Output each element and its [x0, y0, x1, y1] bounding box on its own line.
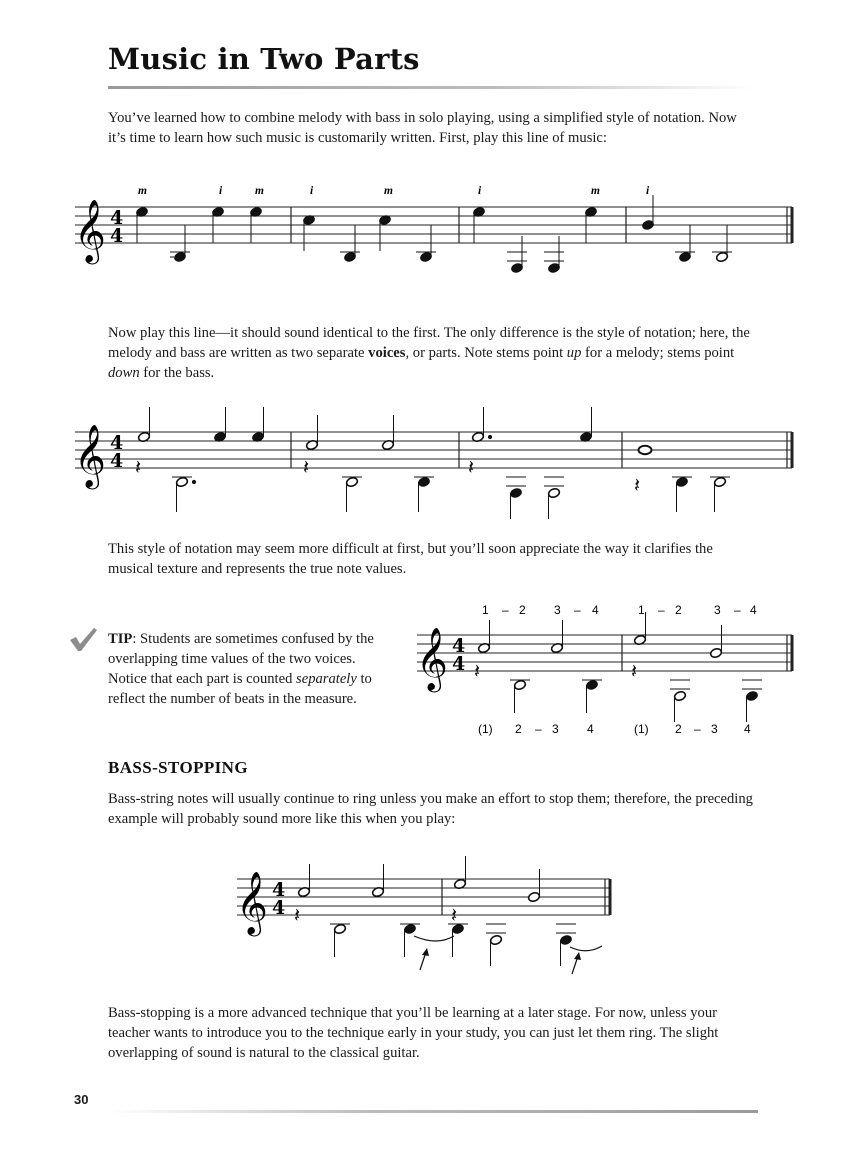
- note: [416, 225, 436, 263]
- note: [544, 236, 564, 274]
- time-signature: 4: [110, 450, 124, 472]
- count-mark: 2: [515, 722, 522, 736]
- note: [172, 476, 196, 512]
- note: [510, 679, 530, 713]
- note: [742, 680, 762, 722]
- count-mark: 3: [554, 603, 561, 617]
- count-top: [482, 603, 757, 617]
- note: [342, 476, 362, 512]
- note: [305, 415, 318, 451]
- page-number: 30: [74, 1092, 89, 1107]
- count-mark: 2: [519, 603, 526, 617]
- note: [137, 407, 150, 443]
- rest-icon: 𝄽: [468, 455, 475, 479]
- time-signature: 4: [110, 225, 124, 247]
- count-mark: 3: [552, 722, 559, 736]
- fingering-mark: i: [219, 185, 223, 197]
- note: [712, 225, 732, 263]
- count-mark: (1): [478, 722, 493, 736]
- note: [170, 225, 190, 263]
- rest-icon: 𝄽: [474, 659, 481, 683]
- note: [507, 236, 527, 274]
- arrow-icon: [420, 948, 429, 970]
- count-mark: (1): [634, 722, 649, 736]
- note: [639, 446, 652, 454]
- note: [371, 864, 384, 898]
- note: [709, 625, 722, 659]
- page-title: Music in Two Parts: [108, 42, 420, 76]
- note: [506, 477, 526, 519]
- rest-icon: 𝄽: [631, 659, 638, 683]
- note: [579, 407, 592, 443]
- fingering-row: [138, 185, 650, 197]
- note: [670, 680, 690, 722]
- count-mark: –: [502, 603, 509, 617]
- note: [302, 214, 315, 251]
- tip-text: TIP: Students are sometimes confused by the overlapping time values of the two voices. Notice that each part is counted separately to reflect the number of beats in the measure.: [108, 631, 374, 707]
- note: [400, 923, 420, 957]
- note: [633, 612, 646, 646]
- rest-icon: 𝄽: [303, 455, 310, 479]
- count-mark: 3: [714, 603, 721, 617]
- rest-icon: 𝄽: [135, 455, 142, 479]
- note: [471, 407, 491, 443]
- count-mark: 4: [750, 603, 757, 617]
- time-signature: 4: [452, 653, 466, 675]
- note: [414, 476, 434, 512]
- arrow-icon: [572, 952, 581, 974]
- note: [527, 869, 540, 903]
- note: [330, 923, 350, 957]
- fingering-mark: m: [384, 185, 393, 197]
- note: [448, 923, 468, 957]
- note: [550, 620, 563, 654]
- tip-label: TIP: [108, 631, 133, 647]
- bass-stopping-closing: Bass-stopping is a more advanced technique that you’ll be learning at a later stage. For now, unless your teacher wants to introduce you to the technique early in your study, you can just let them ring. The slight overlapping of sound is natural to the classical guitar.: [108, 1005, 719, 1061]
- count-mark: 2: [675, 722, 682, 736]
- rest-icon: 𝄽: [451, 903, 458, 927]
- count-mark: 4: [744, 722, 751, 736]
- music-example-1: [70, 175, 810, 285]
- rest-icon: 𝄽: [634, 473, 641, 497]
- note: [582, 679, 602, 713]
- count-mark: –: [734, 603, 741, 617]
- treble-clef-icon: 𝄞: [236, 871, 268, 934]
- note: [477, 620, 490, 654]
- count-mark: –: [535, 722, 542, 736]
- count-mark: 4: [587, 722, 594, 736]
- time-signature: 4: [452, 635, 466, 657]
- count-mark: 1: [638, 603, 645, 617]
- count-mark: 1: [482, 603, 489, 617]
- note: [340, 225, 360, 263]
- time-signature: 4: [272, 879, 286, 901]
- note: [710, 476, 730, 512]
- rest-icon: 𝄽: [294, 903, 301, 927]
- count-mark: –: [574, 603, 581, 617]
- note: [675, 225, 695, 263]
- time-signature: 4: [110, 207, 124, 229]
- fingering-mark: i: [310, 185, 314, 197]
- music-example-bass-stopping: [232, 860, 632, 985]
- note: [641, 195, 654, 231]
- check-mark-icon: [68, 626, 98, 652]
- note: [213, 407, 226, 443]
- count-bottom: [478, 722, 751, 736]
- count-mark: –: [694, 722, 701, 736]
- note: [486, 924, 506, 966]
- note: [453, 856, 466, 890]
- treble-clef-icon: 𝄞: [74, 424, 106, 487]
- fingering-mark: i: [646, 185, 650, 197]
- count-mark: 3: [711, 722, 718, 736]
- fingering-mark: m: [138, 185, 147, 197]
- fingering-mark: i: [478, 185, 482, 197]
- music-example-tip: [412, 598, 802, 743]
- music-example-2: [70, 402, 810, 522]
- note: [378, 214, 391, 251]
- count-mark: –: [658, 603, 665, 617]
- voices-paragraph: Now play this line—it should sound identical to the first. The only difference is the style of notation; here, the melody and bass are written as two separate voices, or parts. Note stems point up for a melody; stems point down for the bass.: [108, 325, 750, 381]
- note: [251, 407, 264, 443]
- treble-clef-icon: 𝄞: [74, 199, 106, 262]
- bass-stopping-intro: Bass-string notes will usually continue to ring unless you make an effort to stop them; therefore, the preceding example will probably sound more like this when you play:: [108, 791, 753, 827]
- title-divider: [108, 86, 758, 89]
- time-signature: 4: [110, 432, 124, 454]
- bass-stopping-heading: BASS-STOPPING: [108, 758, 248, 777]
- fingering-mark: m: [591, 185, 600, 197]
- clarify-paragraph: This style of notation may seem more difficult at first, but you’ll soon appreciate the way it clarifies the musical texture and represents the true note values.: [108, 541, 713, 577]
- note: [544, 477, 564, 519]
- count-mark: 2: [675, 603, 682, 617]
- note: [672, 476, 692, 512]
- time-signature: 4: [272, 897, 286, 919]
- voices-term: voices: [368, 345, 406, 361]
- fingering-mark: m: [255, 185, 264, 197]
- intro-paragraph: You’ve learned how to combine melody with bass in solo playing, using a simplified style of notation. Now it’s time to learn how such music is customarily written. First, play this line of music:: [108, 110, 737, 146]
- note: [556, 924, 576, 966]
- note: [381, 415, 394, 451]
- count-mark: 4: [592, 603, 599, 617]
- treble-clef-icon: 𝄞: [416, 627, 448, 690]
- note: [297, 864, 310, 898]
- footer-divider: [108, 1110, 758, 1113]
